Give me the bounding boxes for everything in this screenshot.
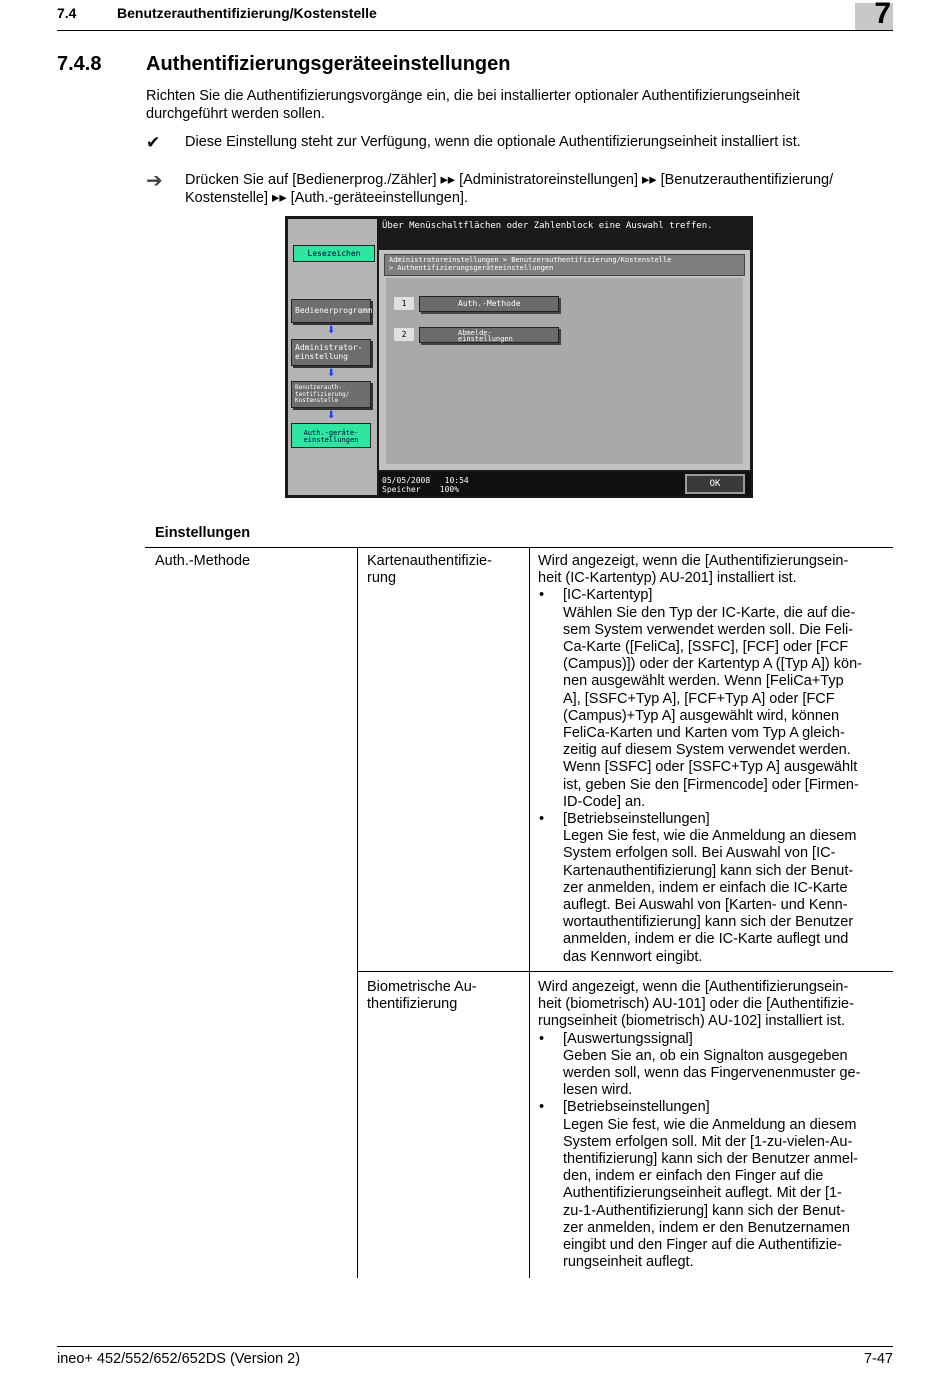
table-heading: Einstellungen (155, 525, 251, 541)
table-row-description: Wird angezeigt, wenn die [Authentifizierungsein- heit (biometrisch) AU-101] oder die [Authentifizie- rungseinheit (biometrisch) AU-102] installiert ist. • [Auswertungssignal] Geben Sie an, ob ein Signalton ausgegeben werden soll, wenn das Fingervenenmuster ge- lesen wird. • [Betriebseinstellungen] Legen Sie fest, wie die Anmeldung an diesem System erfolgen soll. Mit der [1-zu-vielen-Au- thentifizierung] kann sich der Benutzer anmel- den, indem er einfach den Finger auf die Authentifizierungseinheit auflegt. Mit der [1- zu-1-Authentifizierung] kann sich der Benut- zer anmelden, indem er den Benutzernamen eingibt und den Finger auf die Authentifizie- rungseinheit auflegt. (538, 979, 888, 1271)
table-top-rule (145, 547, 893, 548)
step-instruction (185, 171, 900, 207)
chapter-number: 7 (874, 0, 891, 30)
screen-left-panel (288, 219, 377, 495)
chapter-tab (855, 0, 893, 30)
device-screen (285, 216, 753, 498)
screen-options-area (386, 278, 743, 464)
section-number: 7.4.8 (57, 53, 102, 75)
footer-product: ineo+ 452/552/652/652DS (Version 2) (57, 1351, 301, 1367)
option-auth-methode-button[interactable]: Auth.-Methode (419, 296, 559, 312)
path-auth-geraete-button[interactable]: Auth.-geräte- einstellungen (291, 423, 371, 448)
list-item: • [Betriebseinstellungen] Legen Sie fest, wie die Anmeldung an diesem System erfolgen soll. Mit der [1-zu-vielen-Au- thentifizierung] kann sich der Benutzer anmel- den, indem er einfach den Finger auf die Authentifizierungseinheit auflegt. Mit der [1- zu-1-Authentifizierung] kann sich der Benut- zer anmelden, indem er den Benutzernamen eingibt und den Finger auf die Authentifizie- rungseinheit auflegt. (539, 1099, 858, 1271)
header-section-number: 7.4 (57, 5, 77, 21)
running-header (57, 0, 893, 31)
option-number: 2 (394, 328, 414, 341)
arrow-down-icon: ⬇ (327, 368, 336, 379)
screen-memory-label: Speicher (382, 485, 421, 494)
step-line: Kostenstelle] ▸▸ [Auth.-geräteeinstellungen]. (185, 190, 468, 206)
ok-button[interactable]: OK (685, 474, 745, 494)
list-item: • [IC-Kartentyp] Wählen Sie den Typ der IC-Karte, die auf die- sem System verwendet werden soll. Die Feli- Ca-Karte ([FeliCa], [SSFC], [FCF] oder [FCF (Campus)]) oder der Kartentyp A ([Typ A]) kön- nen ausgewählt werden. Wenn [FeliCa+Typ A], [SSFC+Typ A], [FCF+Typ A] oder [FCF (Campus)+Typ A] ausgewählt wird, können FeliCa-Karten und Karten vom Typ A gleich- zeitig auf diesem System verwendet werden. Wenn [SSFC] oder [SSFC+Typ A] ausgewählt ist, geben Sie den [Firmencode] oder [Firmen- ID-Code] an. (539, 587, 862, 810)
screen-status (382, 476, 469, 494)
note-text: Diese Einstellung steht zur Verfügung, wenn die optionale Authentifizierungseinheit installiert ist. (185, 134, 801, 150)
footer-rule (57, 1346, 893, 1347)
bullet-icon: • (539, 811, 545, 828)
arrow-right-icon: ➔ (146, 170, 163, 192)
arrow-down-icon: ⬇ (327, 325, 336, 336)
table-row-rule (357, 971, 893, 972)
table-row-name: Biometrische Au- thentifizierung (367, 979, 477, 1013)
list-item: • [Betriebseinstellungen] Legen Sie fest, wie die Anmeldung an diesem System erfolgen soll. Bei Auswahl von [IC- Kartenauthentifizierung] kann sich der Benut- zer anmelden, indem er einfach die IC-Karte auflegt. Bei Auswahl von [Karten- und Kenn- wortauthentifizierung] kann sich der Benutzer anmelden, indem er die IC-Karte auflegt und das Kennwort eingibt. (539, 811, 857, 965)
path-administrator-button[interactable]: Administrator- einstellung (291, 339, 371, 366)
bullet-icon: • (539, 1030, 545, 1047)
step-line: Drücken Sie auf [Bedienerprog./Zähler] ▸▸ [Administratoreinstellungen] ▸▸ [Benutzerauthentifizierung/ (185, 172, 834, 188)
intro-paragraph: Richten Sie die Authentifizierungsvorgänge ein, die bei installierter optionaler Authentifizierungseinheit durchgeführt werden sollen. (146, 88, 800, 122)
header-section-title: Benutzerauthentifizierung/Kostenstelle (117, 5, 377, 21)
check-icon: ✔ (146, 133, 161, 152)
bullet-icon: • (539, 587, 545, 604)
table-divider (357, 547, 358, 1278)
bullet-icon: • (539, 1099, 545, 1116)
screen-time: 10:54 (444, 476, 469, 485)
screen-instruction: Über Menüschaltflächen oder Zahlenblock eine Auswahl treffen. (382, 221, 713, 231)
option-number: 1 (394, 297, 414, 310)
screen-main-panel (379, 250, 750, 470)
path-benutzerauth-button[interactable]: Benutzerauth- tentifizierung/ Kostenstelle (291, 381, 371, 408)
table-row-description: Wird angezeigt, wenn die [Authentifizierungsein- heit (IC-Kartentyp) AU-201] installiert ist. • [IC-Kartentyp] Wählen Sie den Typ der IC-Karte, die auf die- sem System verwendet werden soll. Die Feli- Ca-Karte ([FeliCa], [SSFC], [FCF] oder [FCF (Campus)]) oder der Kartentyp A ([Typ A]) kön- nen ausgewählt werden. Wenn [FeliCa+Typ A], [SSFC+Typ A], [FCF+Typ A] oder [FCF (Campus)+Typ A] ausgewählt wird, können FeliCa-Karten und Karten vom Typ A gleich- zeitig auf diesem System verwendet werden. Wenn [SSFC] oder [SSFC+Typ A] ausgewählt ist, geben Sie den [Firmencode] oder [Firmen- ID-Code] an. • [Betriebseinstellungen] Legen Sie fest, wie die Anmeldung an diesem System erfolgen soll. Bei Auswahl von [IC- Kartenauthentifizierung] kann sich der Benut- zer anmelden, indem er einfach die IC-Karte auflegt. Bei Auswahl von [Karten- und Kenn- wortauthentifizierung] kann sich der Benutzer anmelden, indem er die IC-Karte auflegt und das Kennwort eingibt. (538, 553, 888, 966)
page-number: 7-47 (863, 1351, 893, 1367)
screen-breadcrumb: Administratoreinstellungen > Benutzerauthentifizierung/Kostenstelle > Authentifizierungsgeräteeinstellungen (384, 254, 745, 276)
path-bedienerprogramm-button[interactable]: Bedienerprogramm (291, 299, 371, 323)
screen-status-bar (379, 472, 751, 496)
section-title: Authentifizierungsgeräteeinstellungen (146, 53, 511, 75)
bookmark-button[interactable]: Lesezeichen (293, 245, 375, 262)
screen-date: 05/05/2008 (382, 476, 431, 485)
arrow-down-icon: ⬇ (327, 410, 336, 421)
screen-memory-value: 100% (439, 485, 460, 494)
table-row-name: Kartenauthentifizie- rung (367, 553, 492, 587)
setting-name: Auth.-Methode (155, 553, 251, 569)
list-item: • [Auswertungssignal] Geben Sie an, ob ein Signalton ausgegeben werden soll, wenn das Fingervenenmuster ge- lesen wird. (539, 1030, 861, 1099)
option-abmelde-button[interactable]: Abmelde- einstellungen (419, 327, 559, 343)
table-divider (529, 547, 530, 1278)
